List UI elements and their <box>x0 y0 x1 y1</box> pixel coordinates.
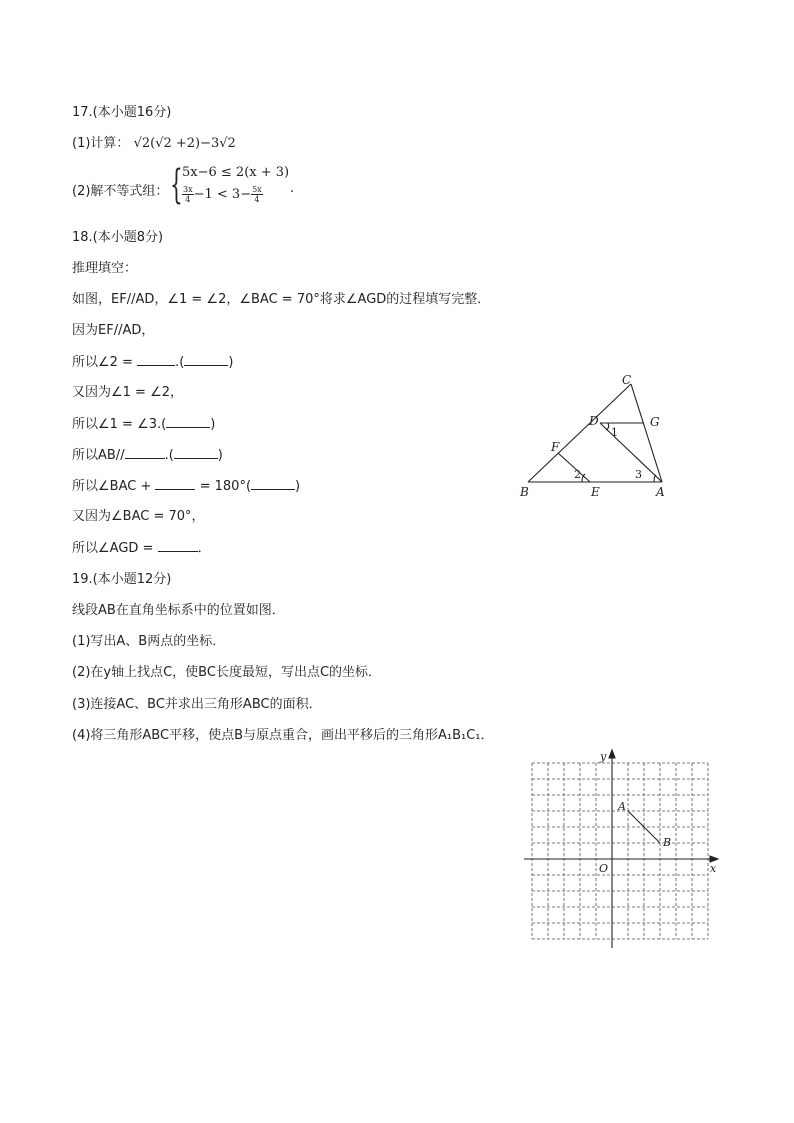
answer-blank[interactable] <box>125 446 165 459</box>
q18-statement: 如图，EF//AD，∠1 = ∠2，∠BAC = 70°将求∠AGD的过程填写完整． <box>72 292 491 307</box>
label-y: y <box>600 750 607 763</box>
answer-blank[interactable] <box>158 539 198 552</box>
fraction-5x-4: $\frac{5x}{4}$ <box>252 185 262 204</box>
label-C: C <box>622 373 632 387</box>
label-B: B <box>520 485 529 499</box>
q18-header: 18.(本小题8分) <box>72 230 164 245</box>
label-point-B: B <box>663 836 672 849</box>
inequality-2: $\frac{3x}{4}$ −1 < 3− $\frac{5x}{4}$ <box>183 185 262 204</box>
q18-step3: 又因为∠1 = ∠2， <box>72 385 184 400</box>
q18-step1: 因为EF//AD， <box>72 323 155 338</box>
label-point-A: A <box>618 800 626 813</box>
label-angle-2: 2 <box>574 468 581 481</box>
inequality-1: 5x−6 ≤ 2(x + 3) <box>182 165 290 180</box>
q18-intro: 推理填空： <box>72 261 138 276</box>
end-dot: . <box>290 181 295 196</box>
fraction-3x-4: $\frac{3x}{4}$ <box>183 185 193 204</box>
reason-blank[interactable] <box>174 446 218 459</box>
q18-step6: 所以∠BAC + = 180°( ) <box>72 479 301 494</box>
reason-blank[interactable] <box>184 353 228 366</box>
q19-header: 19.(本小题12分) <box>72 572 172 587</box>
q18-step5: 所以AB// .( ) <box>72 448 223 463</box>
q18-step4: 所以∠1 = ∠3.( ) <box>72 417 216 432</box>
y-axis-arrow-icon <box>609 750 615 758</box>
label-A: A <box>656 485 665 499</box>
label-angle-3: 3 <box>635 468 642 481</box>
q17-part1 <box>72 135 236 153</box>
q19-part4: (4)将三角形ABC平移，使点B与原点重合，画出平移后的三角形A₁B₁C₁． <box>72 728 494 743</box>
reason-blank[interactable] <box>251 477 295 490</box>
label-origin: O <box>599 862 609 875</box>
label-D: D <box>589 414 599 428</box>
q17-part2-label: (2)解不等式组： <box>72 184 169 199</box>
label-angle-1: 1 <box>611 426 618 439</box>
q17-part1-label: (1)计算： <box>72 136 130 151</box>
q19-part1: (1)写出A、B两点的坐标． <box>72 634 226 649</box>
answer-blank[interactable] <box>137 353 175 366</box>
triangle-figure <box>510 370 690 505</box>
label-G: G <box>650 415 660 429</box>
label-E: E <box>591 485 600 499</box>
answer-blank[interactable] <box>155 477 195 490</box>
q18-step2: 所以∠2 = .( ) <box>72 355 234 370</box>
system-brace: { <box>170 162 183 208</box>
q19-part3: (3)连接AC、BC并求出三角形ABC的面积． <box>72 697 322 712</box>
q17-header: 17.(本小题16分) <box>72 105 172 120</box>
q18-step8: 所以∠AGD = ． <box>72 541 211 556</box>
coordinate-grid <box>520 748 730 948</box>
q19-intro: 线段AB在直角坐标系中的位置如图． <box>72 603 285 618</box>
label-x: x <box>710 862 717 875</box>
q17-part1-expr: √2(√2 +2)−3√2 <box>133 136 236 151</box>
label-F: F <box>551 440 560 454</box>
q18-step7: 又因为∠BAC = 70°， <box>72 509 205 524</box>
reason-blank[interactable] <box>166 415 210 428</box>
q19-part2: (2)在y轴上找点C，使BC长度最短，写出点C的坐标． <box>72 665 382 680</box>
